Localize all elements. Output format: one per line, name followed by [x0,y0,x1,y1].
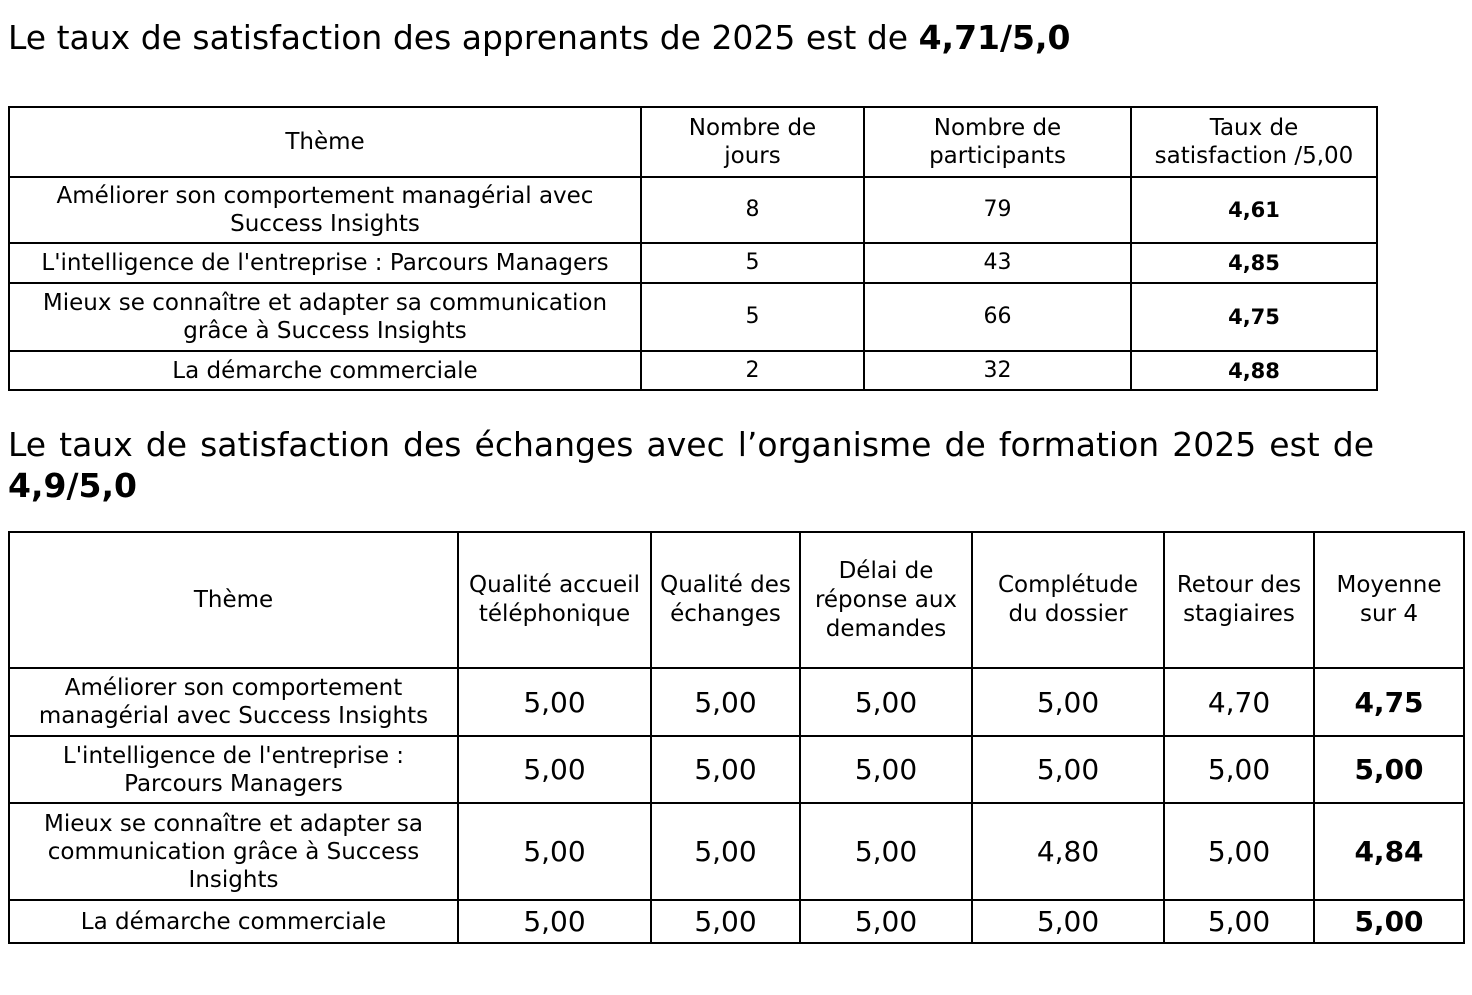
row-theme: Mieux se connaître et adapter sa communication grâce à Success Insights [9,803,458,900]
row-exchange-quality: 5,00 [651,668,800,736]
organisation-satisfaction-value: 4,9/5,0 [8,466,137,505]
row-theme: Améliorer son comportement managérial avec Success Insights [9,668,458,736]
learner-satisfaction-heading [8,18,1071,57]
row-response-delay: 5,00 [800,803,972,900]
column-header-theme: Thème [9,532,458,668]
row-response-delay: 5,00 [800,900,972,943]
table-row [9,803,1464,900]
row-satisfaction-rate: 4,61 [1131,177,1377,243]
column-header-theme: Thème [9,107,641,177]
row-participants: 43 [864,243,1131,283]
row-theme: L'intelligence de l'entreprise : Parcours Managers [9,243,641,283]
row-average: 4,75 [1314,668,1464,736]
column-header-satisfaction-rate: Taux de satisfaction /5,00 [1131,107,1377,177]
row-participants: 32 [864,351,1131,390]
row-theme: La démarche commerciale [9,351,641,390]
table-row [9,900,1464,943]
table-header-row [9,107,1377,177]
column-header-average: Moyenne sur 4 [1314,532,1464,668]
row-phone-reception: 5,00 [458,900,651,943]
row-trainee-feedback: 5,00 [1164,900,1314,943]
row-response-delay: 5,00 [800,668,972,736]
row-theme: La démarche commerciale [9,900,458,943]
row-phone-reception: 5,00 [458,668,651,736]
table-row [9,668,1464,736]
table-row [9,243,1377,283]
row-average: 4,84 [1314,803,1464,900]
column-header-response-delay: Délai de réponse aux demandes [800,532,972,668]
row-trainee-feedback: 5,00 [1164,803,1314,900]
row-days: 5 [641,283,864,351]
table-row [9,736,1464,803]
row-average: 5,00 [1314,736,1464,803]
learner-satisfaction-value: 4,71/5,0 [918,18,1071,57]
table-row [9,177,1377,243]
organisation-satisfaction-heading [8,424,1374,506]
row-theme: Mieux se connaître et adapter sa communication grâce à Success Insights [9,283,641,351]
column-header-trainee-feedback: Retour des stagiaires [1164,532,1314,668]
row-trainee-feedback: 5,00 [1164,736,1314,803]
row-satisfaction-rate: 4,75 [1131,283,1377,351]
learner-satisfaction-heading-text: Le taux de satisfaction des apprenants de 2025 est de [8,18,919,57]
row-file-completeness: 5,00 [972,900,1164,943]
column-header-participants: Nombre de participants [864,107,1131,177]
row-days: 2 [641,351,864,390]
table-row [9,283,1377,351]
column-header-exchange-quality: Qualité des échanges [651,532,800,668]
row-trainee-feedback: 4,70 [1164,668,1314,736]
row-theme: L'intelligence de l'entreprise : Parcours Managers [9,736,458,803]
row-phone-reception: 5,00 [458,803,651,900]
organisation-satisfaction-heading-text: Le taux de satisfaction des échanges avec l’organisme de formation 2025 est de [8,425,1374,464]
organisation-satisfaction-table [8,531,1465,944]
row-average: 5,00 [1314,900,1464,943]
row-participants: 79 [864,177,1131,243]
row-satisfaction-rate: 4,88 [1131,351,1377,390]
table-row [9,351,1377,390]
row-theme: Améliorer son comportement managérial avec Success Insights [9,177,641,243]
column-header-file-completeness: Complétude du dossier [972,532,1164,668]
column-header-days: Nombre de jours [641,107,864,177]
row-file-completeness: 5,00 [972,668,1164,736]
row-file-completeness: 4,80 [972,803,1164,900]
row-file-completeness: 5,00 [972,736,1164,803]
row-exchange-quality: 5,00 [651,736,800,803]
column-header-phone-reception: Qualité accueil téléphonique [458,532,651,668]
learner-satisfaction-table [8,106,1378,391]
row-days: 8 [641,177,864,243]
row-exchange-quality: 5,00 [651,803,800,900]
row-days: 5 [641,243,864,283]
row-phone-reception: 5,00 [458,736,651,803]
row-satisfaction-rate: 4,85 [1131,243,1377,283]
row-response-delay: 5,00 [800,736,972,803]
row-participants: 66 [864,283,1131,351]
table-header-row [9,532,1464,668]
row-exchange-quality: 5,00 [651,900,800,943]
